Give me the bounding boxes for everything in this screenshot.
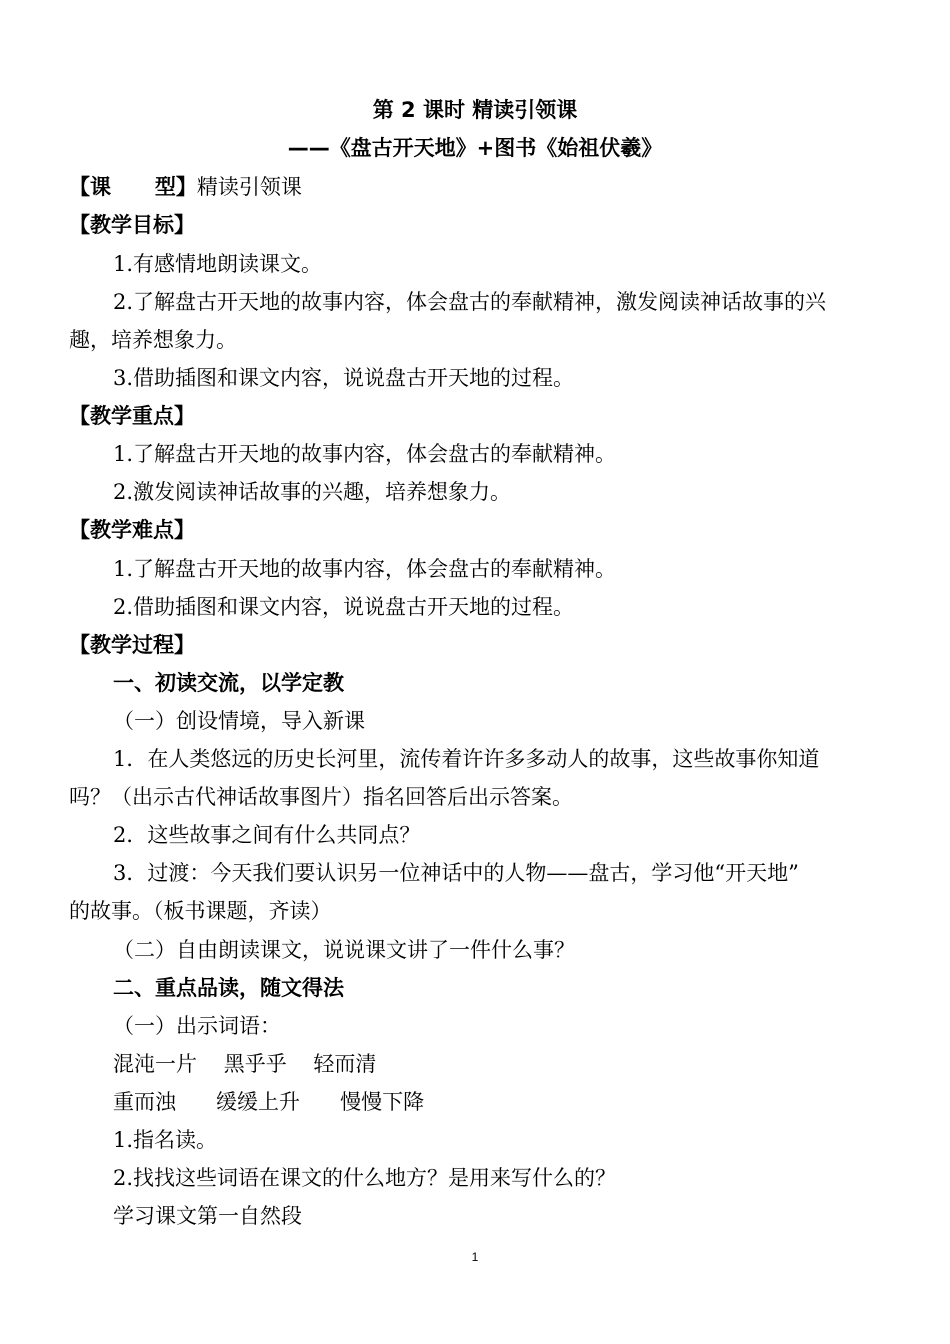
subsection-title: （一）出示词语： — [113, 1014, 281, 1038]
paragraph-line: 2．这些故事之间有什么共同点？ — [113, 823, 421, 847]
section-title: 一、初读交流，以学定教 — [113, 671, 344, 695]
lesson-type-row — [69, 174, 302, 200]
paragraph-line: 的故事。（板书课题，齐读） — [69, 899, 332, 923]
page-title: 第 2 课时 精读引领课 — [372, 98, 578, 122]
subsection-title: （一）创设情境，导入新课 — [113, 709, 365, 733]
objective-item: 2.了解盘古开天地的故事内容，体会盘古的奉献精神，激发阅读神话故事的兴 — [113, 290, 827, 314]
objective-item: 趣，培养想象力。 — [69, 328, 237, 352]
key-point-item: 2.激发阅读神话故事的兴趣，培养想象力。 — [113, 480, 512, 504]
paragraph-line: 1．在人类悠远的历史长河里，流传着许许多多动人的故事，这些故事你知道 — [113, 747, 820, 771]
paragraph-line: 吗？（出示古代神话故事图片）指名回答后出示答案。 — [69, 785, 573, 809]
key-points-heading: 【教学重点】 — [69, 404, 195, 428]
subsection-title: （二）自由朗读课文，说说课文讲了一件什么事？ — [113, 938, 575, 962]
objectives-heading: 【教学目标】 — [69, 213, 195, 237]
process-heading: 【教学过程】 — [69, 633, 195, 657]
page-subtitle: ——《盘古开天地》+图书《始祖伏羲》 — [287, 136, 663, 160]
key-point-item: 1.了解盘古开天地的故事内容，体会盘古的奉献精神。 — [113, 442, 617, 466]
section-title: 二、重点品读，随文得法 — [113, 976, 344, 1000]
page-number: 1 — [471, 1250, 479, 1264]
difficulty-item: 2.借助插图和课文内容，说说盘古开天地的过程。 — [113, 595, 575, 619]
paragraph-line: 2.找找这些词语在课文的什么地方？是用来写什么的？ — [113, 1166, 617, 1190]
difficulties-heading: 【教学难点】 — [69, 518, 195, 542]
paragraph-line: 1.指名读。 — [113, 1128, 218, 1152]
paragraph-line: 3．过渡：今天我们要认识另一位神话中的人物——盘古，学习他“开天地” — [113, 861, 799, 885]
lesson-type-label: 【课 型】 — [69, 175, 197, 199]
word-list-row: 重而浊 缓缓上升 慢慢下降 — [113, 1090, 425, 1114]
lesson-type-value: 精读引领课 — [196, 175, 302, 199]
objective-item: 1.有感情地朗读课文。 — [113, 252, 323, 276]
difficulty-item: 1.了解盘古开天地的故事内容，体会盘古的奉献精神。 — [113, 557, 617, 581]
objective-item: 3.借助插图和课文内容，说说盘古开天地的过程。 — [113, 366, 575, 390]
paragraph-line: 学习课文第一自然段 — [113, 1204, 302, 1228]
word-list-row: 混沌一片 黑乎乎 轻而清 — [113, 1052, 377, 1076]
